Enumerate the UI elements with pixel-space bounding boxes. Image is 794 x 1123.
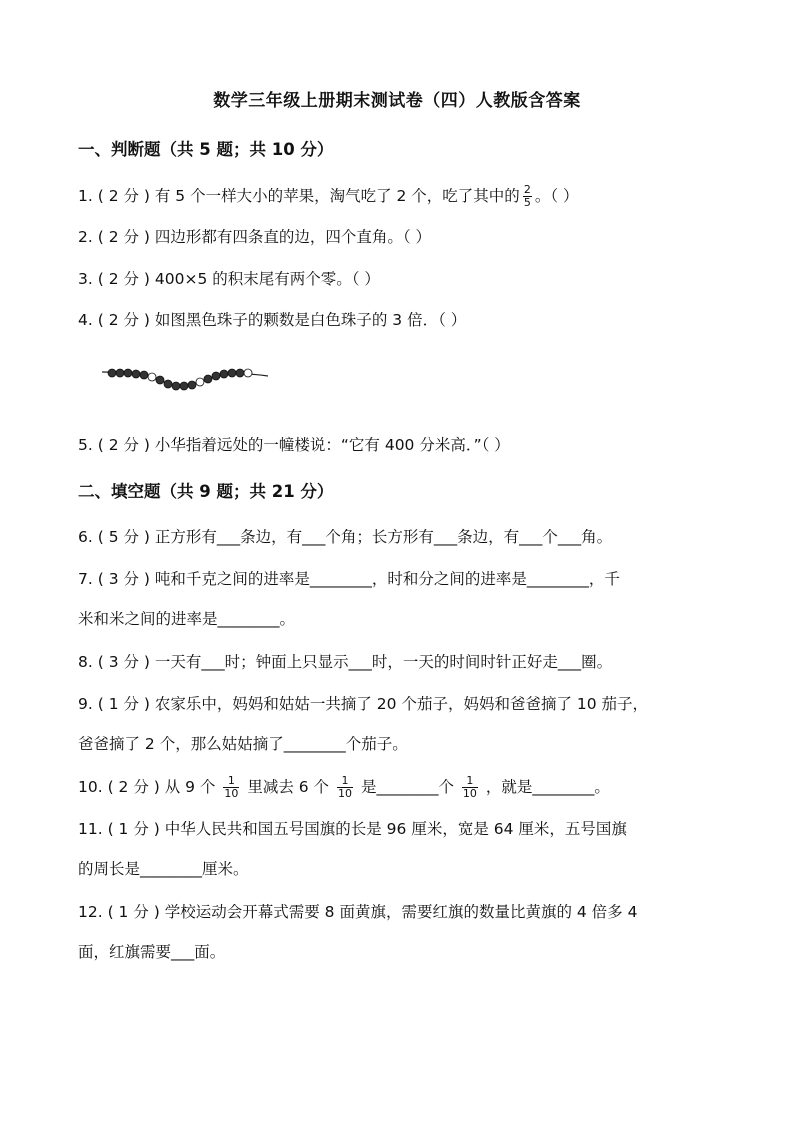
fraction-numerator: 1 xyxy=(466,774,474,787)
question-1-answer-blank: 。（ ） xyxy=(534,187,579,205)
question-7 xyxy=(78,559,718,639)
question-12-line-2: 面，红旗需要___面。 xyxy=(78,943,226,961)
question-12 xyxy=(78,892,718,972)
fraction-numerator: 1 xyxy=(341,774,349,787)
question-11-line-2: 的周长是________厘米。 xyxy=(78,860,249,878)
fraction-numerator: 1 xyxy=(227,774,235,787)
fraction-one-tenth xyxy=(337,775,353,800)
fraction-one-tenth xyxy=(462,775,478,800)
fraction-numerator: 2 xyxy=(523,183,531,196)
question-9-line-1: 9. ( 1 分 ) 农家乐中，妈妈和姑姑一共摘了 20 个茄子，妈妈和爸爸摘了 10 茄子， xyxy=(78,695,649,713)
beads-on-string-figure xyxy=(100,358,270,398)
section-judgement-heading: 一、判断题（共 5 题；共 10 分） xyxy=(78,140,334,159)
question-2: 2. ( 2 分 ) 四边形都有四条直的边，四个直角。（ ） xyxy=(78,228,432,246)
question-6: 6. ( 5 分 ) 正方形有___条边，有___个角；长方形有___条边，有___个___角。 xyxy=(78,528,613,546)
section-fill-blank-heading: 二、填空题（共 9 题；共 21 分） xyxy=(78,482,334,501)
fraction-one-tenth xyxy=(223,775,239,800)
question-1 xyxy=(78,176,718,216)
fraction-denominator: 10 xyxy=(338,787,352,800)
question-9 xyxy=(78,684,718,764)
question-10-text-c: 是________个 xyxy=(360,778,454,796)
fraction-two-fifths xyxy=(523,184,532,209)
question-10-text-b: 里减去 6 个 xyxy=(247,778,330,796)
question-3: 3. ( 2 分 ) 400×5 的积末尾有两个零。（ ） xyxy=(78,270,380,288)
question-5: 5. ( 2 分 ) 小华指着远处的一幢楼说：“它有 400 分米高．”（ ） xyxy=(78,436,510,454)
question-1-text: 1. ( 2 分 ) 有 5 个一样大小的苹果，淘气吃了 2 个，吃了其中的 xyxy=(78,187,520,205)
question-10-text-a: 10. ( 2 分 ) 从 9 个 xyxy=(78,778,216,796)
question-11 xyxy=(78,809,718,889)
question-11-line-1: 11. ( 1 分 ) 中华人民共和国五号国旗的长是 96 厘米，宽是 64 厘米，五号国旗 xyxy=(78,820,627,838)
question-8: 8. ( 3 分 ) 一天有___时；钟面上只显示___时，一天的时间时针正好走___圈。 xyxy=(78,653,613,671)
fraction-denominator: 10 xyxy=(462,787,477,800)
question-9-line-2: 爸爸摘了 2 个，那么姑姑摘了________个茄子。 xyxy=(78,735,408,753)
fraction-denominator: 5 xyxy=(523,196,531,209)
fraction-denominator: 10 xyxy=(224,787,239,800)
page-title: 数学三年级上册期末测试卷（四）人教版含答案 xyxy=(213,91,581,111)
question-4: 4. ( 2 分 ) 如图黑色珠子的颗数是白色珠子的 3 倍．（ ） xyxy=(78,311,467,329)
question-7-line-1: 7. ( 3 分 ) 吨和千克之间的进率是________，时和分之间的进率是________，千 xyxy=(78,570,620,588)
question-12-line-1: 12. ( 1 分 ) 学校运动会开幕式需要 8 面黄旗，需要红旗的数量比黄旗的 4 倍多 4 xyxy=(78,903,638,921)
question-10-text-d: ，就是________。 xyxy=(485,778,610,796)
question-10 xyxy=(78,767,718,807)
question-7-line-2: 米和米之间的进率是________。 xyxy=(78,610,296,628)
